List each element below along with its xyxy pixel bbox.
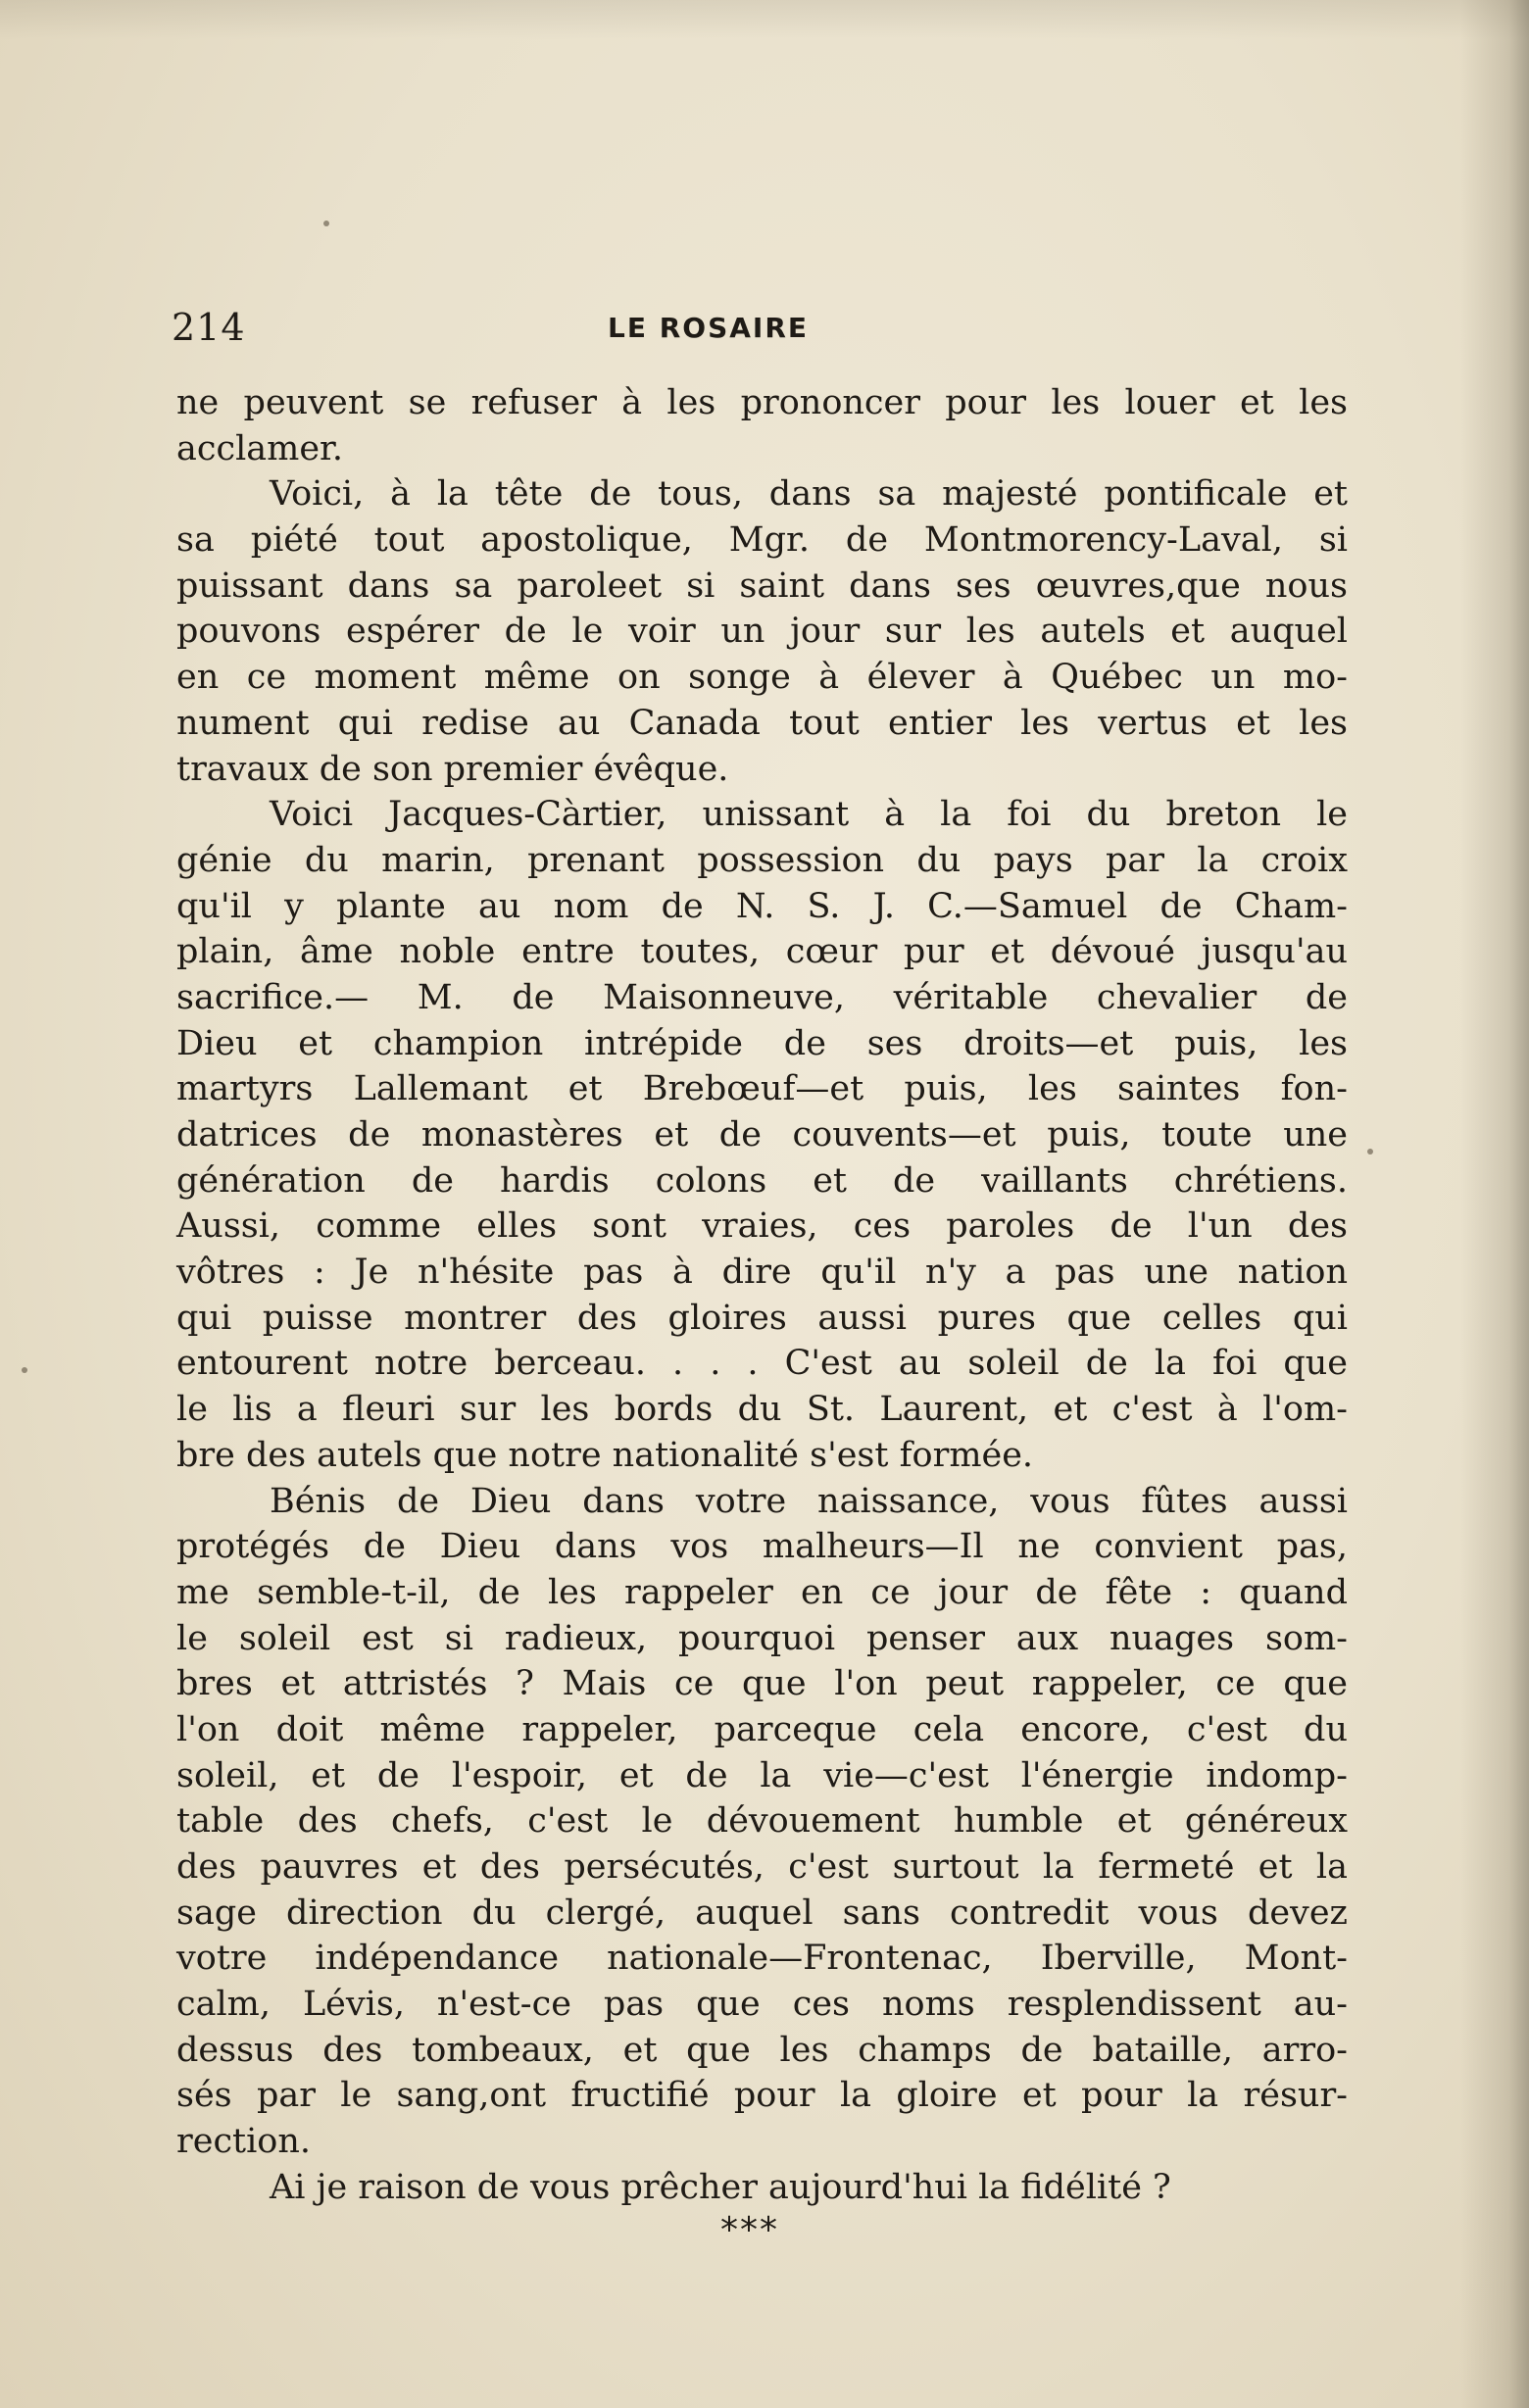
text-line: nument qui redise au Canada tout entier les vertus et les [176,703,1348,743]
text-line: protégés de Dieu dans vos malheurs—Il ne convient pas, [176,1527,1348,1567]
text-line: Dieu et champion intrépide de ses droits—et puis, les [176,1023,1348,1063]
page-top-shadow [0,0,1529,39]
page-gutter-shadow [1460,0,1529,2408]
text-line: le lis a fleuri sur les bords du St. Laurent, et c'est à l'om- [176,1390,1348,1430]
text-line: Bénis de Dieu dans votre naissance, vous fûtes aussi [270,1481,1348,1521]
text-line: datrices de monastères et de couvents—et puis, toute une [176,1115,1348,1155]
paper-speck [323,221,329,226]
text-line: plain, âme noble entre toutes, cœur pur et dévoué jusqu'au [176,932,1348,972]
text-line: entourent notre berceau. . . . C'est au soleil de la foi que [176,1344,1348,1384]
text-line: l'on doit même rappeler, parceque cela encore, c'est du [176,1709,1348,1749]
text-line: rection. [176,2122,312,2162]
text-line: Voici, à la tête de tous, dans sa majesté pontificale et [270,474,1348,515]
text-line: martyrs Lallemant et Brebœuf—et puis, les saintes fon- [176,1069,1348,1109]
text-line: soleil, et de l'espoir, et de la vie—c'est l'énergie indomp- [176,1755,1348,1795]
text-line: acclamer. [176,428,344,468]
paper-speck [1367,1149,1373,1155]
text-line: table des chefs, c'est le dévouement humble et généreux [176,1801,1348,1842]
text-line: Ai je raison de vous prêcher aujourd'hui la fidélité ? [270,2167,1171,2207]
paper-speck [22,1367,27,1373]
section-ornament: *** [720,2210,779,2250]
text-line: sacrifice.— M. de Maisonneuve, véritable chevalier de [176,977,1348,1017]
text-line: Aussi, comme elles sont vraies, ces paroles de l'un des [176,1206,1348,1247]
text-line: sés par le sang,ont fructifié pour la gloire et pour la résur- [176,2076,1348,2116]
text-line: sa piété tout apostolique, Mgr. de Montmorency-Laval, si [176,520,1348,561]
text-line: bres et attristés ? Mais ce que l'on peut rappeler, ce que [176,1664,1348,1704]
text-line: bre des autels que notre nationalité s'est formée. [176,1435,1034,1475]
text-line: pouvons espérer de le voir un jour sur les autels et auquel [176,612,1348,652]
text-line: me semble-t-il, de les rappeler en ce jour de fête : quand [176,1572,1348,1612]
text-line: le soleil est si radieux, pourquoi penser aux nuages som- [176,1618,1348,1658]
text-line: vôtres : Je n'hésite pas à dire qu'il n'y a pas une nation [176,1253,1348,1293]
text-line: qu'il y plante au nom de N. S. J. C.—Samuel de Cham- [176,886,1348,926]
running-header [172,306,1348,355]
text-line: en ce moment même on songe à élever à Québec un mo- [176,658,1348,698]
running-title: LE ROSAIRE [608,312,810,344]
text-line: dessus des tombeaux, et que les champs de bataille, arro- [176,2030,1348,2070]
text-line: travaux de son premier évêque. [176,749,729,789]
text-line: génie du marin, prenant possession du pays par la croix [176,840,1348,880]
text-line: ne peuvent se refuser à les prononcer pour les louer et les [176,383,1348,422]
body-text [176,380,1348,2211]
text-line: calm, Lévis, n'est-ce pas que ces noms resplendissent au- [176,1985,1348,2025]
text-line: qui puisse montrer des gloires aussi pures que celles qui [176,1298,1348,1338]
text-line: sage direction du clergé, auquel sans contredit vous devez [176,1892,1348,1933]
page-number: 214 [172,306,246,349]
text-line: génération de hardis colons et de vaillants chrétiens. [176,1160,1348,1201]
text-line: des pauvres et des persécutés, c'est surtout la fermeté et la [176,1847,1348,1887]
text-line: puissant dans sa paroleet si saint dans ses œuvres,que nous [176,565,1348,606]
text-line: votre indépendance nationale—Frontenac, Iberville, Mont- [176,1939,1348,1979]
text-line: Voici Jacques-Càrtier, unissant à la foi du breton le [270,795,1348,835]
